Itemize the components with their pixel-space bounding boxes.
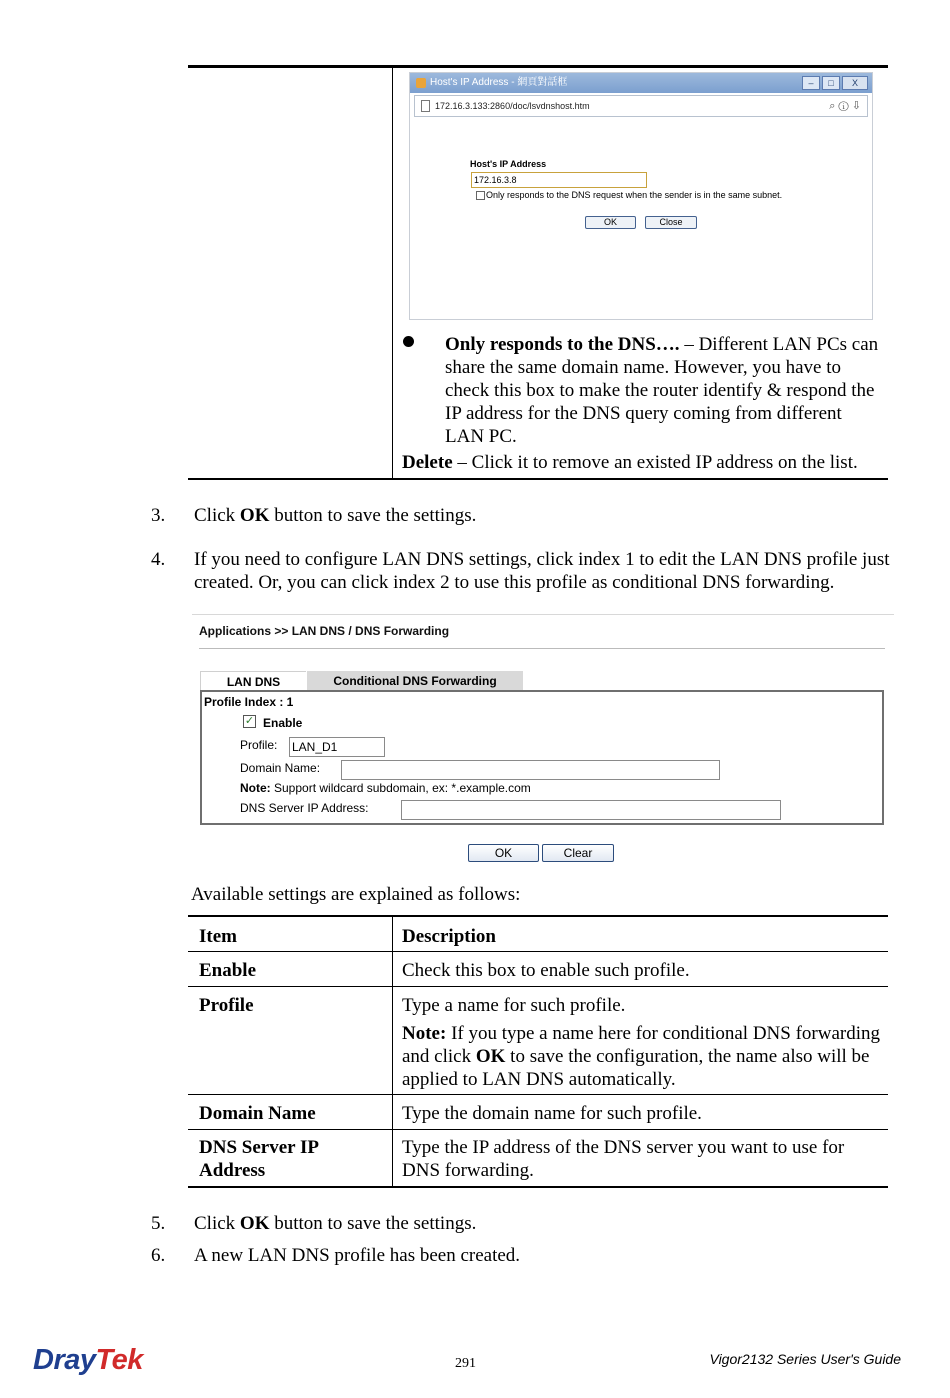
bullet-bold: Only responds to the DNS….	[445, 334, 680, 355]
enable-checkbox[interactable]: ✓	[244, 715, 255, 727]
table-row-description: Check this box to enable such profile.	[402, 960, 690, 981]
row-divider	[188, 1129, 888, 1130]
address-bar[interactable]	[414, 95, 868, 117]
popup-ok-button[interactable]: OK	[585, 216, 636, 229]
same-subnet-checkbox[interactable]	[476, 191, 485, 200]
profile-index: Profile Index : 1	[204, 695, 294, 709]
step-number: 3.	[151, 505, 166, 526]
profile-note: Note: If you type a name here for conditional DNS forwarding and click OK to save the configuration, the name also will be applied to LAN DNS automatically.	[402, 1023, 881, 1090]
ok-button[interactable]: OK	[468, 844, 539, 862]
tab-conditional-dns-forwarding[interactable]: Conditional DNS Forwarding	[307, 671, 523, 691]
delete-text: – Click it to remove an existed IP address on the list.	[452, 452, 858, 473]
table-top-border	[188, 65, 888, 68]
table-row-description: Type the domain name for such profile.	[402, 1103, 702, 1124]
profile-label: Profile:	[240, 738, 278, 752]
table-row-item: Profile	[199, 995, 254, 1016]
table-row-item: DNS Server IP Address	[199, 1137, 318, 1181]
host-ip-label: Host's IP Address	[470, 159, 547, 169]
popup-title: Host's IP Address - 網頁對話框	[430, 77, 568, 88]
domain-name-label: Domain Name:	[240, 761, 321, 775]
tab-lan-dns[interactable]: LAN DNS	[200, 671, 306, 691]
page-icon	[421, 100, 430, 112]
table-bottom-border	[188, 1186, 888, 1188]
table-column-divider	[392, 917, 393, 1188]
row-divider	[188, 951, 888, 952]
bullet-dot	[403, 336, 414, 347]
domain-name-input[interactable]	[341, 760, 720, 780]
dns-server-ip-label: DNS Server IP Address:	[240, 801, 369, 815]
browser-icon	[416, 78, 426, 88]
host-ip-popup-screenshot	[409, 72, 873, 320]
enable-label: Enable	[263, 716, 303, 730]
clear-button[interactable]: Clear	[542, 844, 614, 862]
table-bottom-border	[188, 478, 888, 480]
bullet-text: – Different LAN PCs can share the same domain name. However, you have to check this box to make the router identify & respond the IP address for the DNS query coming from different LAN PC.	[445, 334, 879, 447]
bullet-description	[445, 333, 885, 448]
table-row-description: Type a name for such profile.	[402, 995, 626, 1016]
header-item: Item	[199, 926, 237, 947]
delete-bold: Delete	[402, 452, 453, 473]
table-column-divider	[392, 67, 393, 479]
page-number: 291	[455, 1356, 476, 1371]
search-icon[interactable]: ⌕ ⓘ ⇩	[829, 100, 861, 112]
wildcard-note: Note: Support wildcard subdomain, ex: *.example.com	[240, 781, 531, 795]
dns-server-ip-input[interactable]	[401, 800, 781, 820]
delete-description	[402, 451, 888, 474]
maximize-button[interactable]: □	[822, 76, 840, 90]
step-number: 5.	[151, 1213, 166, 1234]
breadcrumb-divider	[199, 648, 885, 649]
table-row-description: Type the IP address of the DNS server you want to use for DNS forwarding.	[402, 1137, 845, 1181]
address-url: 172.16.3.133:2860/doc/lsvdnshost.htm	[435, 101, 590, 111]
step-text: Click OK button to save the settings.	[194, 505, 477, 526]
settings-intro: Available settings are explained as follows:	[191, 884, 521, 905]
draytek-logo: DrayTek	[33, 1344, 143, 1376]
popup-title-bar	[410, 73, 872, 93]
step-text: If you need to configure LAN DNS settings, click index 1 to edit the LAN DNS profile just created. Or, you can click index 2 to use this profile as conditional DNS forwarding.	[194, 549, 890, 593]
minimize-button[interactable]: –	[802, 76, 820, 90]
header-description: Description	[402, 926, 496, 947]
table-row-item: Enable	[199, 960, 257, 981]
same-subnet-label: Only responds to the DNS request when the sender is in the same subnet.	[486, 190, 783, 200]
screenshot-top-line	[192, 614, 894, 615]
row-divider	[188, 986, 888, 987]
table-top-border	[188, 915, 888, 917]
window-close-button[interactable]: X	[842, 76, 868, 90]
host-ip-input[interactable]: 172.16.3.8	[471, 172, 647, 188]
row-divider	[188, 1094, 888, 1095]
breadcrumb: Applications >> LAN DNS / DNS Forwarding	[199, 624, 450, 638]
profile-input[interactable]: LAN_D1	[289, 737, 385, 757]
step-number: 4.	[151, 549, 166, 570]
table-row-item: Domain Name	[199, 1103, 316, 1124]
step-text: A new LAN DNS profile has been created.	[194, 1245, 521, 1266]
guide-title: Vigor2132 Series User's Guide	[709, 1351, 901, 1367]
popup-close-button[interactable]: Close	[645, 216, 697, 229]
step-number: 6.	[151, 1245, 166, 1266]
step-text: Click OK button to save the settings.	[194, 1213, 477, 1234]
